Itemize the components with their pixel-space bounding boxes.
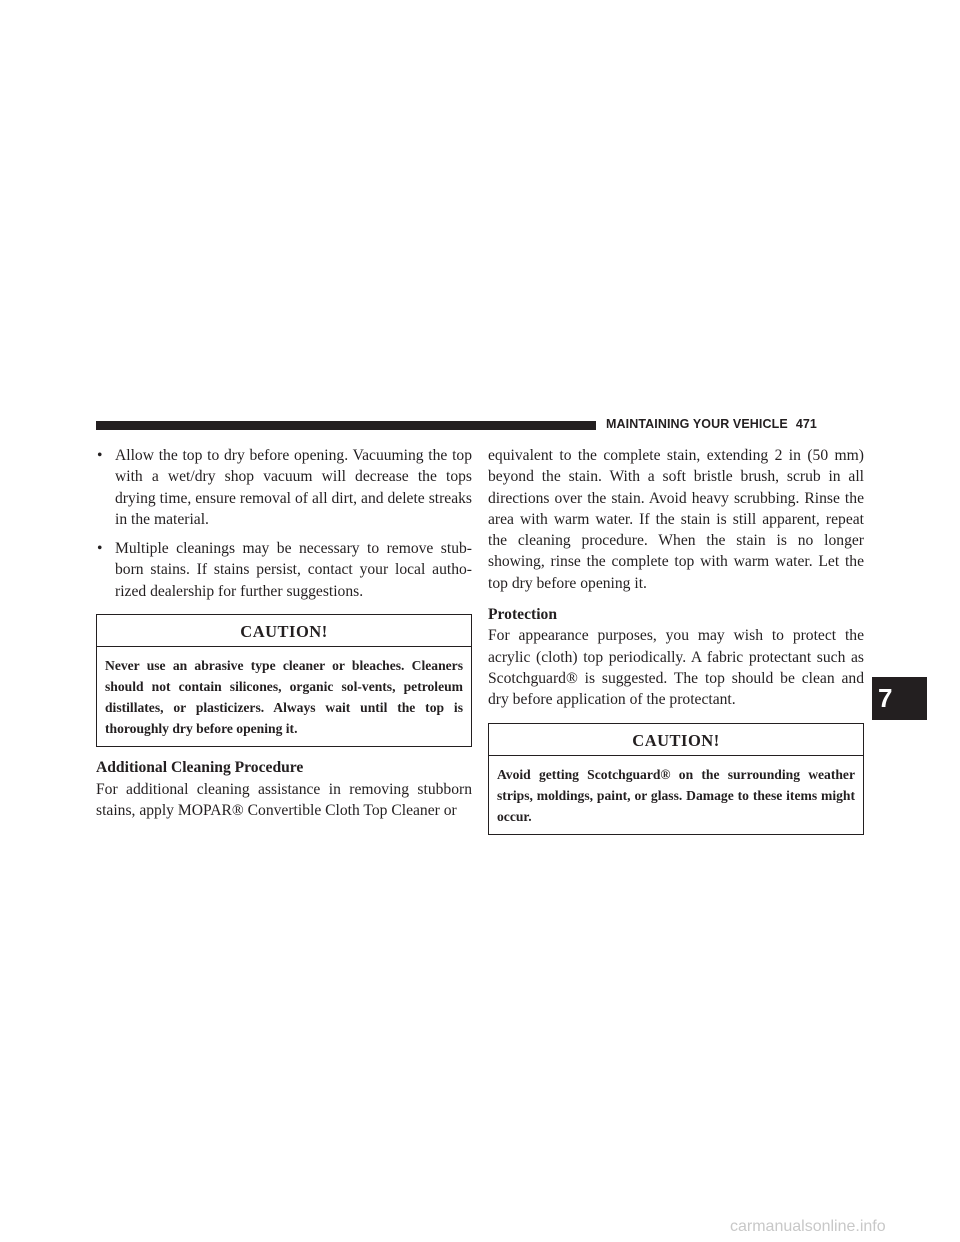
bullet-icon: • <box>97 540 103 558</box>
caution-box <box>488 723 864 835</box>
caution-box <box>96 614 472 747</box>
page-number: 471 <box>795 417 817 431</box>
caution-text: Never use an abrasive type cleaner or bleaches. Cleaners should not contain silicones, organic sol-vents, petroleum distillates, or plasticizers. Always wait until the top is thoroughly dry before opening it. <box>105 658 463 737</box>
caution-text: Avoid getting Scotchguard® on the surrounding weather strips, moldings, paint, or glass. Damage to these items might occur. <box>497 766 855 824</box>
right-column <box>488 445 864 845</box>
caution-title: CAUTION! <box>97 615 471 647</box>
watermark: carmanualsonline.info <box>730 1218 886 1235</box>
section-paragraph: For appearance purposes, you may wish to protect the acrylic (cloth) top periodically. A fabric protectant such as Scotchguard® is suggested. The top should be clean and dry before application of the protectant. <box>488 627 864 709</box>
chapter-tab: 7 <box>872 677 927 720</box>
running-header <box>606 417 817 431</box>
header-rule <box>96 421 596 430</box>
bullet-icon: • <box>97 447 103 464</box>
section-heading: Additional Cleaning Procedure <box>96 759 304 777</box>
caution-title: CAUTION! <box>489 724 863 756</box>
continued-paragraph: equivalent to the complete stain, extending 2 in (50 mm) beyond the stain. With a soft bristle brush, scrub in all directions over the stain. Avoid heavy scrubbing. Rinse the area with warm water. If the stain is still apparent, repeat the cleaning procedure. When the stain is no longer showing, rinse the complete top with warm water. Let the top dry before opening it. <box>488 447 864 592</box>
bullet-item <box>96 445 472 530</box>
section-heading: Protection <box>488 606 557 624</box>
bullet-item <box>96 538 472 602</box>
bullet-text: Multiple cleanings may be necessary to remove stub-born stains. If stains persist, contact your local autho-rized dealership for further suggestions. <box>115 540 472 600</box>
section-title: MAINTAINING YOUR VEHICLE <box>606 417 788 431</box>
bullet-text: Allow the top to dry before opening. Vacuuming the top with a wet/dry shop vacuum will decrease the tops drying time, ensure removal of all dirt, and delete streaks in the material. <box>115 447 472 528</box>
section-paragraph: For additional cleaning assistance in removing stubborn stains, apply MOPAR® Convertible Cloth Top Cleaner or <box>96 780 472 819</box>
left-column <box>96 445 472 821</box>
